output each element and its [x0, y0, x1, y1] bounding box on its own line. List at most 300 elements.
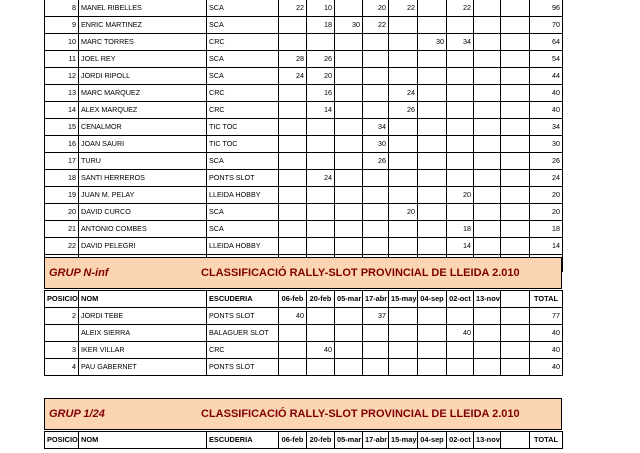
race-points-cell — [335, 187, 363, 204]
team-cell: BALAGUER SLOT — [207, 325, 279, 342]
race-points-cell — [389, 170, 418, 187]
race-points-cell — [418, 187, 447, 204]
name-cell: JUAN M. PELAY — [79, 187, 207, 204]
name-cell: SANTI HERREROS — [79, 170, 207, 187]
group-title: CLASSIFICACIÓ RALLY-SLOT PROVINCIAL DE LLEIDA 2.010 — [201, 267, 520, 279]
race-points-cell: 17-abr — [363, 432, 389, 449]
table-row — [45, 153, 563, 170]
team-cell: CRC — [207, 34, 279, 51]
race-points-cell — [501, 238, 530, 255]
race-points-cell — [418, 17, 447, 34]
total-cell: 24 — [530, 170, 563, 187]
race-points-cell — [501, 204, 530, 221]
race-points-cell — [474, 308, 501, 325]
position-cell: 22 — [45, 238, 79, 255]
race-points-cell — [447, 359, 474, 376]
race-points-cell — [474, 221, 501, 238]
race-points-cell — [418, 325, 447, 342]
table-row — [45, 359, 563, 376]
race-points-cell — [474, 136, 501, 153]
race-points-cell: 34 — [363, 119, 389, 136]
team-cell: CRC — [207, 102, 279, 119]
race-points-cell — [501, 102, 530, 119]
group-n-inf-table — [44, 290, 563, 376]
race-points-cell: 20 — [447, 187, 474, 204]
race-points-cell — [335, 204, 363, 221]
race-points-cell — [335, 308, 363, 325]
race-points-cell — [418, 51, 447, 68]
position-cell: 15 — [45, 119, 79, 136]
total-cell: 26 — [530, 153, 563, 170]
race-points-cell — [279, 221, 307, 238]
team-cell: PONTS SLOT — [207, 170, 279, 187]
race-points-cell — [474, 153, 501, 170]
race-points-cell — [447, 342, 474, 359]
race-points-cell — [389, 68, 418, 85]
race-points-cell: 24 — [389, 85, 418, 102]
name-cell: JORDI TEBE — [79, 308, 207, 325]
position-cell: 21 — [45, 221, 79, 238]
race-points-cell — [335, 342, 363, 359]
race-points-cell — [279, 325, 307, 342]
race-points-cell: 26 — [363, 153, 389, 170]
race-points-cell: 17-abr — [363, 291, 389, 308]
team-cell: ESCUDERIA — [207, 432, 279, 449]
race-points-cell — [389, 359, 418, 376]
race-points-cell: 16 — [307, 85, 335, 102]
total-cell: 44 — [530, 68, 563, 85]
race-points-cell — [363, 342, 389, 359]
race-points-cell: 37 — [363, 308, 389, 325]
race-points-cell — [474, 119, 501, 136]
position-cell: 8 — [45, 0, 79, 17]
race-points-cell: 18 — [447, 221, 474, 238]
total-cell: 34 — [530, 119, 563, 136]
total-cell: 40 — [530, 102, 563, 119]
race-points-cell — [447, 85, 474, 102]
race-points-cell — [447, 119, 474, 136]
name-cell: JORDI RIPOLL — [79, 68, 207, 85]
race-points-cell — [363, 359, 389, 376]
race-points-cell — [335, 0, 363, 17]
race-points-cell: 22 — [447, 0, 474, 17]
race-points-cell: 14 — [447, 238, 474, 255]
table-row — [45, 0, 563, 17]
total-cell: 40 — [530, 359, 563, 376]
total-cell: 64 — [530, 34, 563, 51]
race-points-cell — [335, 34, 363, 51]
name-cell: CENALMOR — [79, 119, 207, 136]
name-cell: DAVID PELEGRI — [79, 238, 207, 255]
race-points-cell: 02-oct — [447, 432, 474, 449]
race-points-cell — [363, 68, 389, 85]
race-points-cell — [335, 238, 363, 255]
race-points-cell: 05-mar — [335, 432, 363, 449]
race-points-cell — [279, 153, 307, 170]
race-points-cell: 02-oct — [447, 291, 474, 308]
race-points-cell — [447, 51, 474, 68]
race-points-cell — [307, 238, 335, 255]
race-points-cell — [474, 68, 501, 85]
race-points-cell — [279, 136, 307, 153]
table-header-row — [45, 291, 563, 308]
name-cell: JOEL REY — [79, 51, 207, 68]
race-points-cell — [279, 187, 307, 204]
race-points-cell — [501, 153, 530, 170]
table-row — [45, 102, 563, 119]
race-points-cell — [501, 170, 530, 187]
position-cell: 12 — [45, 68, 79, 85]
position-cell: POSICIO — [45, 291, 79, 308]
race-points-cell: 34 — [447, 34, 474, 51]
race-points-cell — [501, 325, 530, 342]
race-points-cell — [363, 170, 389, 187]
name-cell: ALEX MARQUEZ — [79, 102, 207, 119]
race-points-cell — [447, 68, 474, 85]
race-points-cell — [474, 34, 501, 51]
race-points-cell — [501, 291, 530, 308]
race-points-cell: 06-feb — [279, 291, 307, 308]
race-points-cell — [389, 17, 418, 34]
total-cell: 20 — [530, 204, 563, 221]
race-points-cell — [501, 308, 530, 325]
race-points-cell: 20-feb — [307, 432, 335, 449]
table-row — [45, 170, 563, 187]
race-points-cell — [335, 325, 363, 342]
team-cell: PONTS SLOT — [207, 359, 279, 376]
table-row — [45, 187, 563, 204]
name-cell: ANTONIO COMBES — [79, 221, 207, 238]
table-row — [45, 85, 563, 102]
race-points-cell: 05-mar — [335, 291, 363, 308]
race-points-cell — [501, 85, 530, 102]
race-points-cell: 40 — [279, 308, 307, 325]
race-points-cell — [447, 136, 474, 153]
race-points-cell — [474, 85, 501, 102]
race-points-cell — [279, 204, 307, 221]
team-cell: LLEIDA HOBBY — [207, 238, 279, 255]
race-points-cell — [418, 153, 447, 170]
position-cell — [45, 325, 79, 342]
position-cell: 2 — [45, 308, 79, 325]
group-title: CLASSIFICACIÓ RALLY-SLOT PROVINCIAL DE LLEIDA 2.010 — [201, 408, 520, 420]
race-points-cell — [474, 204, 501, 221]
name-cell: JOAN SAURI — [79, 136, 207, 153]
total-cell: TOTAL — [530, 291, 563, 308]
race-points-cell — [307, 153, 335, 170]
group-1-24-banner — [44, 398, 562, 430]
team-cell: SCA — [207, 153, 279, 170]
race-points-cell — [307, 221, 335, 238]
total-cell: 20 — [530, 187, 563, 204]
team-cell: PONTS SLOT — [207, 308, 279, 325]
race-points-cell: 20 — [389, 204, 418, 221]
name-cell: TURU — [79, 153, 207, 170]
total-cell: 40 — [530, 342, 563, 359]
race-points-cell: 26 — [307, 51, 335, 68]
position-cell: 18 — [45, 170, 79, 187]
race-points-cell: 22 — [279, 0, 307, 17]
race-points-cell — [279, 85, 307, 102]
race-points-cell — [307, 359, 335, 376]
race-points-cell — [501, 187, 530, 204]
race-points-cell — [501, 17, 530, 34]
race-points-cell — [307, 136, 335, 153]
team-cell: SCA — [207, 51, 279, 68]
race-points-cell — [335, 136, 363, 153]
race-points-cell — [363, 325, 389, 342]
table-header-row — [45, 432, 563, 449]
race-points-cell — [363, 221, 389, 238]
total-cell: 96 — [530, 0, 563, 17]
race-points-cell — [418, 0, 447, 17]
race-points-cell — [335, 102, 363, 119]
total-cell: TOTAL — [530, 432, 563, 449]
race-points-cell — [389, 119, 418, 136]
race-points-cell — [335, 153, 363, 170]
race-points-cell — [279, 238, 307, 255]
race-points-cell — [363, 51, 389, 68]
position-cell: 20 — [45, 204, 79, 221]
race-points-cell: 14 — [307, 102, 335, 119]
name-cell: NOM — [79, 432, 207, 449]
race-points-cell — [418, 359, 447, 376]
race-points-cell: 15-may — [389, 291, 418, 308]
team-cell: SCA — [207, 0, 279, 17]
total-cell: 54 — [530, 51, 563, 68]
race-points-cell — [363, 238, 389, 255]
race-points-cell — [474, 51, 501, 68]
group-1-table — [44, 0, 563, 272]
race-points-cell — [335, 359, 363, 376]
race-points-cell — [418, 68, 447, 85]
team-cell: TIC TOC — [207, 119, 279, 136]
position-cell: 11 — [45, 51, 79, 68]
race-points-cell — [389, 153, 418, 170]
team-cell: SCA — [207, 221, 279, 238]
table-row — [45, 221, 563, 238]
race-points-cell — [389, 51, 418, 68]
race-points-cell — [307, 204, 335, 221]
race-points-cell: 13-nov — [474, 432, 501, 449]
race-points-cell — [363, 85, 389, 102]
race-points-cell: 18 — [307, 17, 335, 34]
position-cell: POSICIO — [45, 432, 79, 449]
race-points-cell — [418, 170, 447, 187]
race-points-cell — [474, 238, 501, 255]
race-points-cell: 10 — [307, 0, 335, 17]
name-cell: PAU GABERNET — [79, 359, 207, 376]
race-points-cell: 20 — [307, 68, 335, 85]
race-points-cell — [418, 204, 447, 221]
name-cell: ALEIX SIERRA — [79, 325, 207, 342]
race-points-cell — [335, 68, 363, 85]
race-points-cell — [474, 102, 501, 119]
race-points-cell — [418, 342, 447, 359]
group-n-inf-banner — [44, 257, 562, 289]
race-points-cell — [279, 102, 307, 119]
race-points-cell — [418, 221, 447, 238]
race-points-cell — [279, 34, 307, 51]
race-points-cell — [418, 308, 447, 325]
position-cell: 13 — [45, 85, 79, 102]
race-points-cell: 22 — [389, 0, 418, 17]
race-points-cell: 24 — [307, 170, 335, 187]
race-points-cell — [389, 342, 418, 359]
team-cell: TIC TOC — [207, 136, 279, 153]
race-points-cell — [335, 170, 363, 187]
group-1-24-table — [44, 431, 563, 449]
race-points-cell — [418, 119, 447, 136]
race-points-cell — [307, 119, 335, 136]
name-cell: NOM — [79, 291, 207, 308]
table-row — [45, 17, 563, 34]
race-points-cell — [474, 325, 501, 342]
race-points-cell: 22 — [363, 17, 389, 34]
position-cell: 3 — [45, 342, 79, 359]
race-points-cell — [307, 308, 335, 325]
race-points-cell — [279, 342, 307, 359]
race-points-cell — [418, 238, 447, 255]
race-points-cell — [363, 34, 389, 51]
team-cell: ESCUDERIA — [207, 291, 279, 308]
race-points-cell — [307, 187, 335, 204]
race-points-cell — [447, 17, 474, 34]
position-cell: 10 — [45, 34, 79, 51]
name-cell: DAVID CURCO — [79, 204, 207, 221]
table-row — [45, 34, 563, 51]
race-points-cell: 30 — [418, 34, 447, 51]
race-points-cell — [474, 342, 501, 359]
race-points-cell — [474, 170, 501, 187]
race-points-cell: 04-sep — [418, 291, 447, 308]
table-row — [45, 136, 563, 153]
race-points-cell: 04-sep — [418, 432, 447, 449]
race-points-cell: 24 — [279, 68, 307, 85]
position-cell: 19 — [45, 187, 79, 204]
race-points-cell — [389, 238, 418, 255]
race-points-cell: 40 — [447, 325, 474, 342]
race-points-cell — [389, 187, 418, 204]
race-points-cell: 30 — [363, 136, 389, 153]
race-points-cell — [501, 432, 530, 449]
team-cell: CRC — [207, 342, 279, 359]
table-row — [45, 342, 563, 359]
table-row — [45, 325, 563, 342]
group-label: GRUP 1/24 — [49, 408, 105, 420]
team-cell: CRC — [207, 85, 279, 102]
name-cell: MARC MARQUEZ — [79, 85, 207, 102]
race-points-cell — [418, 102, 447, 119]
race-points-cell — [307, 34, 335, 51]
race-points-cell — [501, 68, 530, 85]
race-points-cell: 20-feb — [307, 291, 335, 308]
team-cell: SCA — [207, 204, 279, 221]
race-points-cell — [501, 119, 530, 136]
total-cell: 40 — [530, 325, 563, 342]
race-points-cell — [389, 34, 418, 51]
race-points-cell — [501, 136, 530, 153]
race-points-cell — [501, 221, 530, 238]
race-points-cell — [363, 187, 389, 204]
race-points-cell — [335, 221, 363, 238]
total-cell: 14 — [530, 238, 563, 255]
race-points-cell — [447, 102, 474, 119]
table-row — [45, 51, 563, 68]
race-points-cell — [279, 359, 307, 376]
position-cell: 4 — [45, 359, 79, 376]
team-cell: SCA — [207, 17, 279, 34]
race-points-cell — [501, 51, 530, 68]
race-points-cell: 06-feb — [279, 432, 307, 449]
race-points-cell — [418, 85, 447, 102]
position-cell: 14 — [45, 102, 79, 119]
race-points-cell — [335, 119, 363, 136]
race-points-cell — [447, 308, 474, 325]
position-cell: 17 — [45, 153, 79, 170]
total-cell: 30 — [530, 136, 563, 153]
table-row — [45, 119, 563, 136]
race-points-cell — [279, 17, 307, 34]
race-points-cell — [279, 170, 307, 187]
table-row — [45, 68, 563, 85]
race-points-cell — [307, 325, 335, 342]
race-points-cell — [447, 204, 474, 221]
group-label: GRUP N-inf — [49, 267, 109, 279]
race-points-cell — [418, 136, 447, 153]
table-row — [45, 238, 563, 255]
race-points-cell — [474, 0, 501, 17]
position-cell: 16 — [45, 136, 79, 153]
race-points-cell: 20 — [363, 0, 389, 17]
race-points-cell — [474, 187, 501, 204]
total-cell: 40 — [530, 85, 563, 102]
race-points-cell — [501, 0, 530, 17]
race-points-cell — [335, 51, 363, 68]
name-cell: ENRIC MARTINEZ — [79, 17, 207, 34]
race-points-cell — [363, 102, 389, 119]
name-cell: IKER VILLAR — [79, 342, 207, 359]
race-points-cell — [501, 359, 530, 376]
race-points-cell — [389, 221, 418, 238]
name-cell: MANEL RIBELLES — [79, 0, 207, 17]
race-points-cell — [474, 17, 501, 34]
total-cell: 18 — [530, 221, 563, 238]
race-points-cell — [501, 342, 530, 359]
race-points-cell: 28 — [279, 51, 307, 68]
table-row — [45, 308, 563, 325]
race-points-cell: 15-may — [389, 432, 418, 449]
total-cell: 70 — [530, 17, 563, 34]
race-points-cell — [447, 170, 474, 187]
race-points-cell: 13-nov — [474, 291, 501, 308]
table-row — [45, 204, 563, 221]
race-points-cell — [389, 325, 418, 342]
race-points-cell — [474, 359, 501, 376]
race-points-cell: 26 — [389, 102, 418, 119]
team-cell: SCA — [207, 68, 279, 85]
position-cell: 9 — [45, 17, 79, 34]
race-points-cell: 40 — [307, 342, 335, 359]
race-points-cell — [389, 308, 418, 325]
total-cell: 77 — [530, 308, 563, 325]
race-points-cell — [363, 204, 389, 221]
name-cell: MARC TORRES — [79, 34, 207, 51]
race-points-cell — [501, 34, 530, 51]
race-points-cell — [279, 119, 307, 136]
team-cell: LLEIDA HOBBY — [207, 187, 279, 204]
race-points-cell: 30 — [335, 17, 363, 34]
